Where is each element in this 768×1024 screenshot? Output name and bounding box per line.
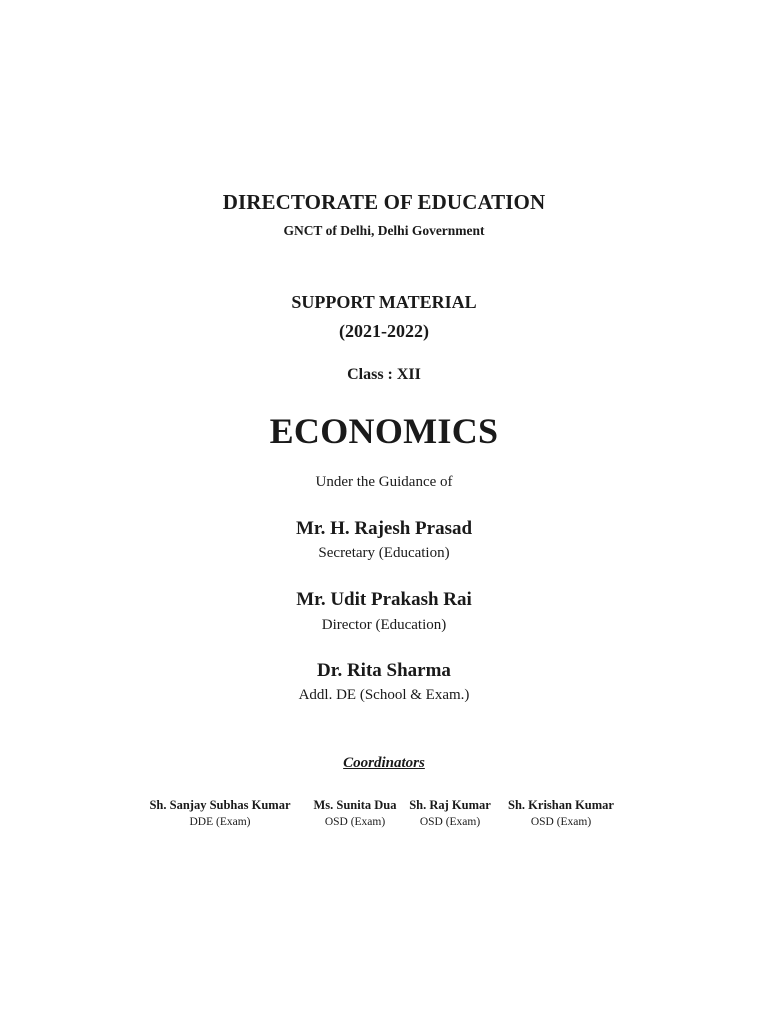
material-title: SUPPORT MATERIAL: [291, 292, 477, 312]
coordinator-entry: [306, 798, 404, 828]
material-year: (2021-2022): [339, 321, 429, 341]
coordinator-role: OSD (Exam): [324, 816, 386, 828]
guidance-person-role: Director (Education): [321, 617, 447, 633]
coordinator-role: OSD (Exam): [530, 816, 592, 828]
organization-name: DIRECTORATE OF EDUCATION: [222, 190, 546, 214]
coordinator-name: Sh. Sanjay Subhas Kumar: [149, 798, 291, 812]
guidance-label: Under the Guidance of: [315, 474, 453, 490]
coordinator-name: Ms. Sunita Dua: [313, 798, 397, 812]
coordinator-name: Sh. Raj Kumar: [409, 798, 491, 812]
class-label: Class : XII: [347, 366, 421, 383]
coordinator-entry: [145, 798, 295, 828]
guidance-person-name: Dr. Rita Sharma: [317, 660, 451, 681]
coordinator-entry: [404, 798, 496, 828]
guidance-person-name: Mr. Udit Prakash Rai: [296, 589, 472, 610]
coordinator-role: OSD (Exam): [419, 816, 481, 828]
subject-title: ECONOMICS: [269, 411, 499, 451]
coordinator-entry: [499, 798, 623, 828]
guidance-person-name: Mr. H. Rajesh Prasad: [295, 518, 473, 539]
coordinators-heading: Coordinators: [343, 755, 425, 771]
coordinator-role: DDE (Exam): [189, 816, 251, 828]
coordinator-name: Sh. Krishan Kumar: [508, 798, 614, 812]
organization-subtitle: GNCT of Delhi, Delhi Government: [283, 223, 485, 238]
guidance-person-role: Secretary (Education): [318, 545, 450, 561]
guidance-person-role: Addl. DE (School & Exam.): [298, 687, 470, 703]
